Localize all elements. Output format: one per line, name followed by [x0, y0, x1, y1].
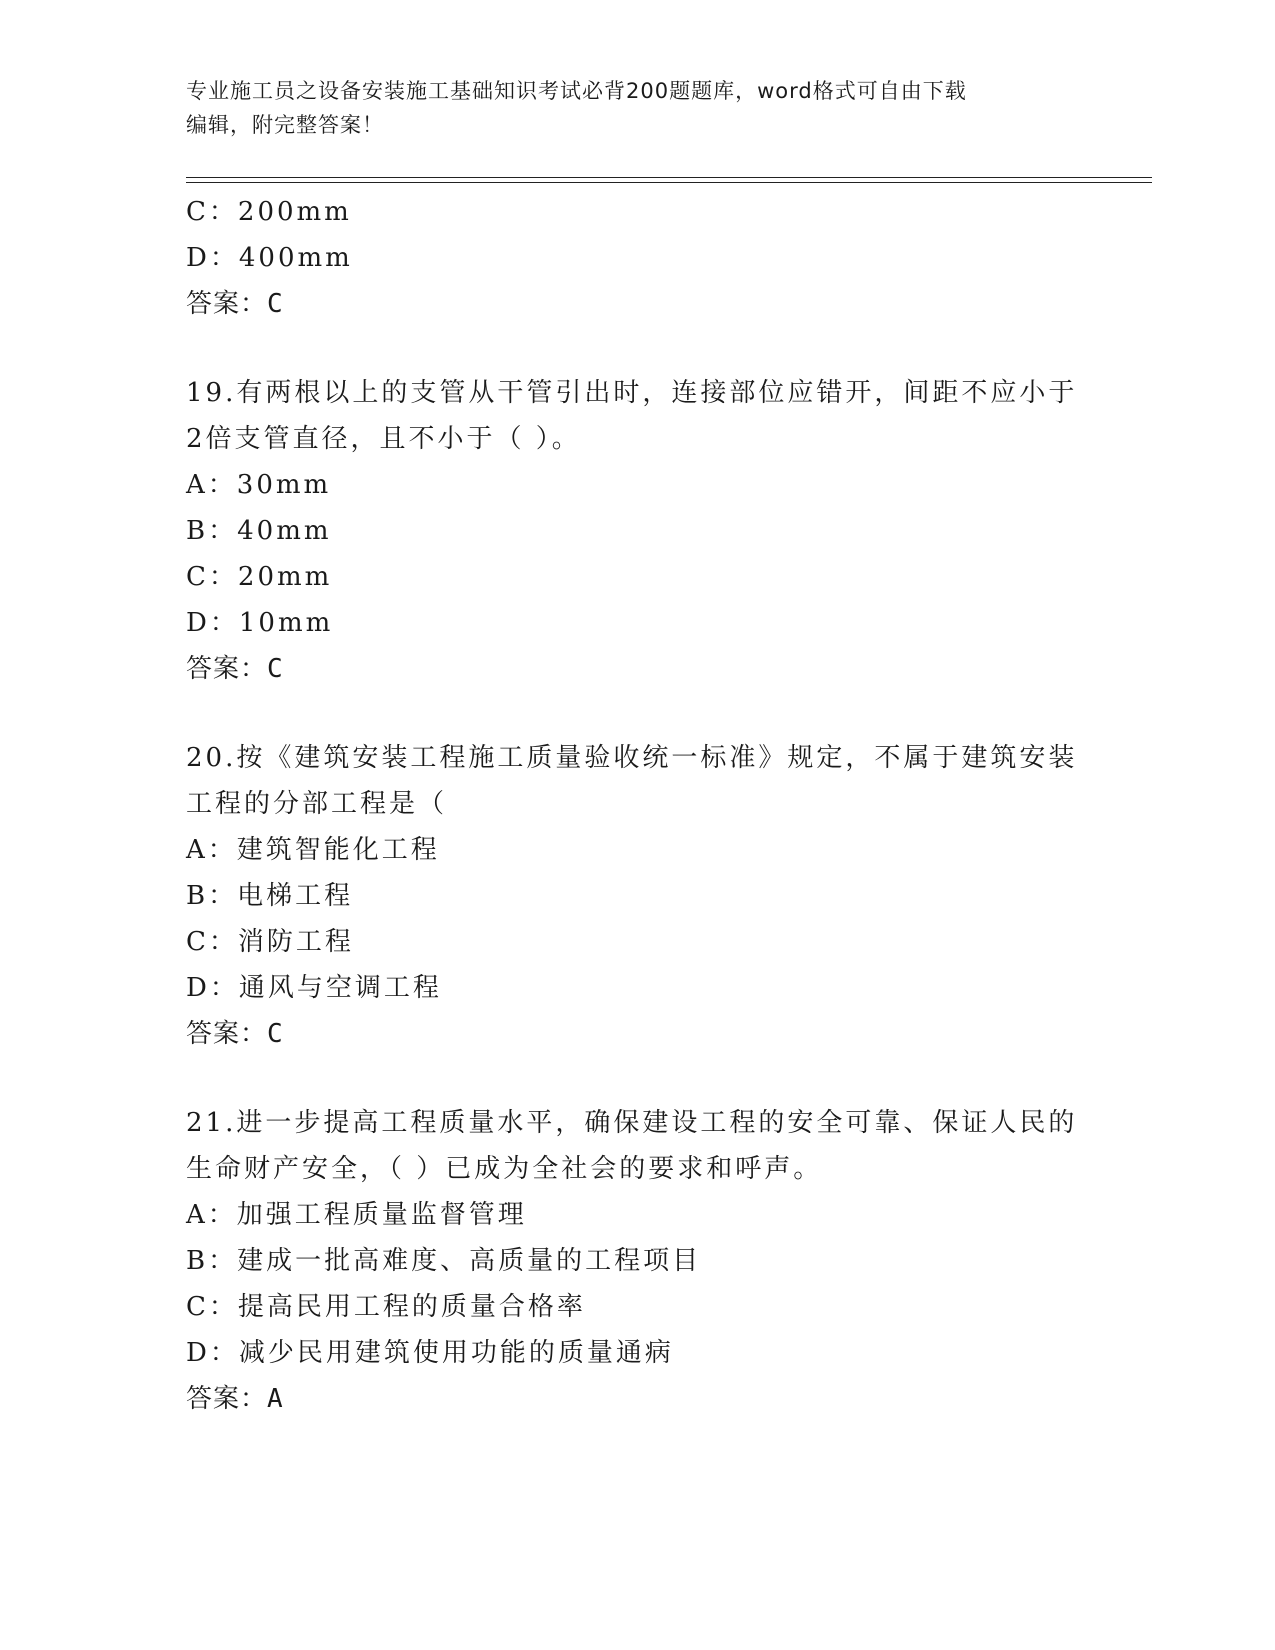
option-text: 建筑智能化工程 [236, 835, 440, 865]
spacer [186, 327, 1086, 370]
question-21 [186, 1100, 1086, 1422]
option-c [186, 919, 1086, 965]
option-letter: C： [186, 562, 238, 592]
option-text: 400mm [238, 243, 353, 273]
header-title-line-2: 编辑，附完整答案！ [186, 113, 384, 137]
option-text: 10mm [238, 608, 334, 638]
option-letter: C： [186, 197, 238, 227]
option-text: 通风与空调工程 [238, 973, 442, 1003]
option-letter: C： [186, 927, 238, 957]
option-text: 20mm [237, 562, 333, 592]
option-letter: B： [186, 881, 238, 911]
option-c [186, 554, 1086, 600]
option-text: 加强工程质量监督管理 [236, 1200, 527, 1230]
question-20 [186, 735, 1086, 1057]
answer-line: 答案：C [186, 654, 284, 684]
question-stem-line-1: 21.进一步提高工程质量水平，确保建设工程的安全可靠、保证人民的 [186, 1108, 1078, 1138]
header-divider-bottom [186, 182, 1152, 183]
option-letter: D： [186, 243, 239, 273]
option-b [186, 508, 1086, 554]
option-text: 消防工程 [237, 927, 354, 957]
option-a [186, 1192, 1086, 1238]
spacer [186, 692, 1086, 735]
option-text: 建成一批高难度、高质量的工程项目 [237, 1246, 702, 1276]
question-stem-line-1: 19.有两根以上的支管从干管引出时，连接部位应错开，间距不应小于 [186, 378, 1078, 408]
question-19 [186, 370, 1086, 692]
option-text: 30mm [236, 470, 332, 500]
option-b [186, 1238, 1086, 1284]
spacer [186, 1057, 1086, 1100]
question-stem-line-2: 工程的分部工程是（ [186, 789, 448, 819]
question-stem-line-1: 20.按《建筑安装工程施工质量验收统一标准》规定，不属于建筑安装 [186, 743, 1078, 773]
option-letter: D： [186, 973, 239, 1003]
header-title-line-1: 专业施工员之设备安装施工基础知识考试必背200题题库，word格式可自由下载 [186, 79, 967, 103]
option-letter: B： [186, 1246, 238, 1276]
option-text: 200mm [237, 197, 352, 227]
question-stem-line-2: 2倍支管直径，且不小于（ ）。 [186, 424, 581, 454]
option-a [186, 462, 1086, 508]
question-list [186, 189, 1086, 1422]
option-letter: B： [186, 516, 238, 546]
option-letter: D： [186, 608, 239, 638]
option-text: 电梯工程 [237, 881, 354, 911]
option-letter: D： [186, 1338, 239, 1368]
question-stem-line-2: 生命财产安全，（ ）已成为全社会的要求和呼声。 [186, 1154, 823, 1184]
answer-line: 答案：A [186, 1384, 284, 1414]
document-header [186, 74, 1086, 142]
option-d [186, 600, 1086, 646]
option-c [186, 189, 1086, 235]
option-text: 40mm [237, 516, 332, 546]
answer-line: 答案：C [186, 289, 284, 319]
question-18-continued [186, 189, 1086, 327]
header-divider-top [186, 177, 1152, 178]
option-a [186, 827, 1086, 873]
option-b [186, 873, 1086, 919]
option-d [186, 1330, 1086, 1376]
option-letter: A： [186, 835, 237, 865]
option-d [186, 235, 1086, 281]
option-d [186, 965, 1086, 1011]
option-letter: C： [186, 1292, 238, 1322]
answer-line: 答案：C [186, 1019, 284, 1049]
option-letter: A： [186, 470, 237, 500]
option-c [186, 1284, 1086, 1330]
option-text: 减少民用建筑使用功能的质量通病 [238, 1338, 674, 1368]
option-letter: A： [186, 1200, 237, 1230]
option-text: 提高民用工程的质量合格率 [237, 1292, 586, 1322]
